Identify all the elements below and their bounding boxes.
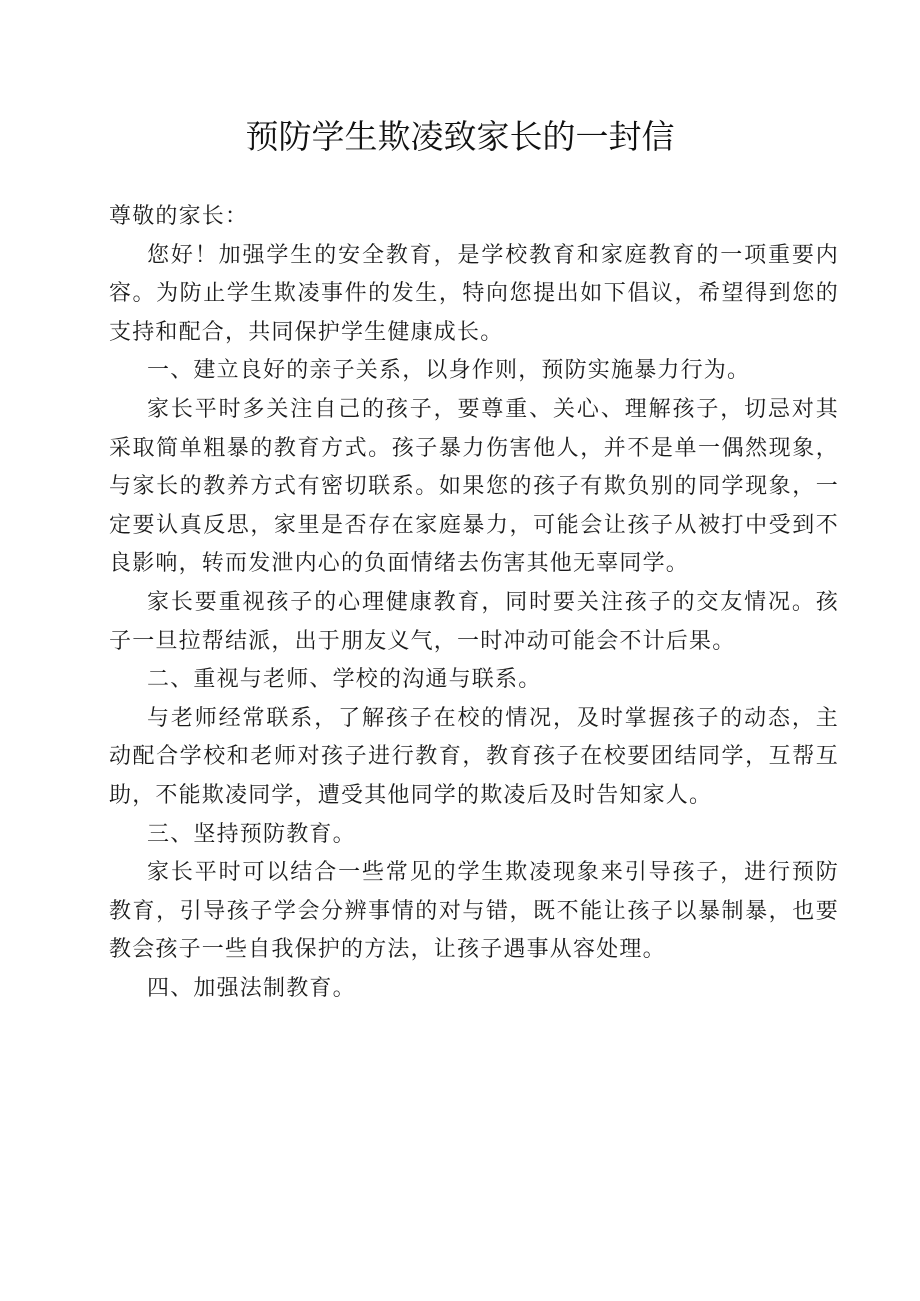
section-heading-2: 二、重视与老师、学校的沟通与联系。 xyxy=(147,667,542,693)
paragraph-teacher-contact: 与老师经常联系，了解孩子在校的情况，及时掌握孩子的动态，主动配合学校和老师对孩子进行教育，教育孩子在校要团结同学，互帮互助，不能欺凌同学，遭受其他同学的欺凌后及时告知家人。 xyxy=(109,705,839,808)
section-heading-3: 三、坚持预防教育。 xyxy=(147,821,356,847)
paragraph-prevention: 家长平时可以结合一些常见的学生欺凌现象来引导孩子，进行预防教育，引导孩子学会分辨事情的对与错，既不能让孩子以暴制暴，也要教会孩子一些自我保护的方法，让孩子遇事从容处理。 xyxy=(109,860,839,963)
paragraph-greeting: 您好！加强学生的安全教育，是学校教育和家庭教育的一项重要内容。为防止学生欺凌事件的发生，特向您提出如下倡议，希望得到您的支持和配合，共同保护学生健康成长。 xyxy=(109,242,839,345)
salutation: 尊敬的家长： xyxy=(109,204,249,229)
section-heading-1: 一、建立良好的亲子关系，以身作则，预防实施暴力行为。 xyxy=(147,358,751,384)
letter-body xyxy=(109,198,839,1008)
document-title: 预防学生欺凌致家长的一封信 xyxy=(245,117,675,156)
section-heading-4: 四、加强法制教育。 xyxy=(147,975,356,1001)
paragraph-parent-child: 家长平时多关注自己的孩子，要尊重、关心、理解孩子，切忌对其采取简单粗暴的教育方式。孩子暴力伤害他人，并不是单一偶然现象，与家长的教养方式有密切联系。如果您的孩子有欺负别的同学现象，一定要认真反思，家里是否存在家庭暴力，可能会让孩子从被打中受到不良影响，转而发泄内心的负面情绪去伤害其他无辜同学。 xyxy=(109,396,839,577)
paragraph-mental-health: 家长要重视孩子的心理健康教育，同时要关注孩子的交友情况。孩子一旦拉帮结派，出于朋友义气，一时冲动可能会不计后果。 xyxy=(109,589,839,654)
